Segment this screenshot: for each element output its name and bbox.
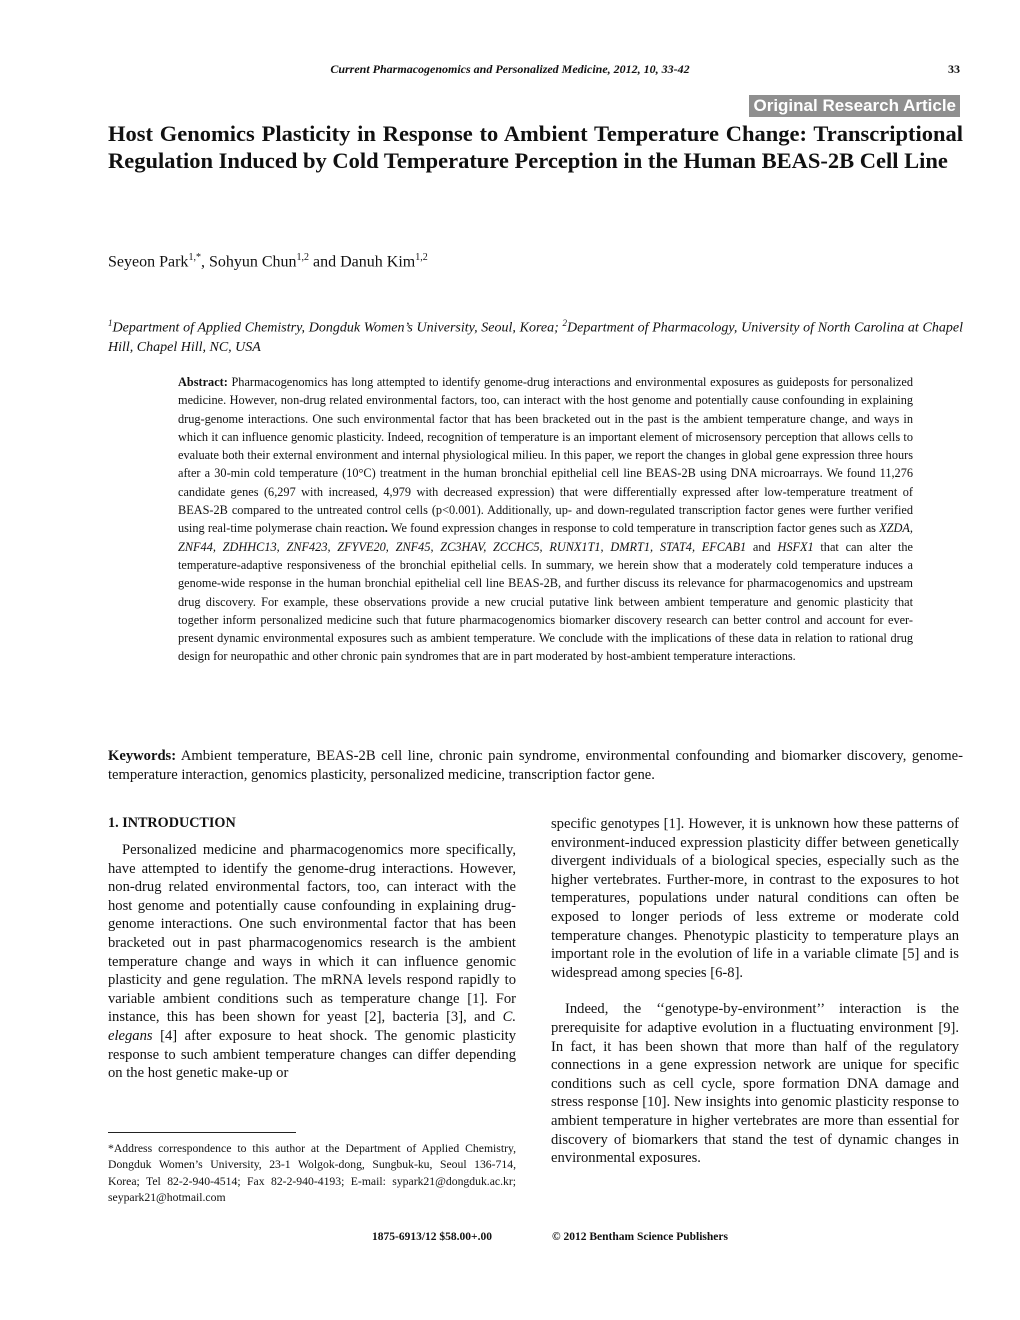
paragraph (108, 841, 516, 1083)
species-name: C. elegans (108, 1009, 516, 1044)
abstract-text: We found expression changes in response to cold temperature in transcription factor genes such as (387, 521, 880, 536)
journal-header: Current Pharmacogenomics and Personalized Medicine, 2012, 10, 33-42 (330, 62, 690, 76)
article-type-badge: Original Research Article (749, 95, 960, 117)
paragraph: Indeed, the ‘‘genotype-by-environment’’ interaction is the prerequisite for adaptive evolution in a fluctuating environment [9]. In fact, it has been shown that more than half of the regulatory connections in a gene expression network are unique for specific conditions such as cell cycle, spore formation DNA damage and stress response [10]. New insights into genomic plasticity response to ambient temperature in higher vertebrates are more than essential for discovery of biomarkers that stand the test of dynamic changes in environmental exposures. (551, 1001, 959, 1167)
abstract-text: that can alter the temperature-adaptive responsiveness of the bronchial epithelial cells. In summary, we herein show that a moderately cold temperature induces a genome-wide response in the human bronchial epithelial cell line BEAS-2B, and further discuss its relevance for pharmacogenomics and upstream drug discovery. For example, these observations provide a new crucial putative link between ambient temperature and genomic plasticity that together inform personalized medicine such that future pharmacogenomics biomarker discovery research can better control and account for ever-present dynamic environmental exposures such as ambient temperature. We conclude with the implications of these data in relation to rational drug design for neuropathic and other chronic pain syndromes that are in part moderated by host-ambient temperature interactions. (178, 539, 914, 664)
author-affiliation-mark: 1,2 (296, 252, 310, 263)
abstract-text: Pharmacogenomics has long attempted to identify genome-drug interactions and environmental exposures as guideposts for personalized medicine. However, non-drug related environmental factors, too, can interact with the host genome and potentially cause confounding in explaining drug-genome interactions. One such environmental factor that has been bracketed out in the past is the ambient temperature change, and ways in which it can influence genomic plasticity. Indeed, recognition of temperature is an important element of microsensory perception that allows cells to evaluate both their external environment and internal physiological milieu. In this paper, we report the changes in global gene expression three hours after a 30-min cold temperature (10°C) treatment in the human bronchial epithelial cell line BEAS-2B using DNA microarrays. We found 11,276 candidate genes (6,297 with increased, 4,979 with decreased expression) that were differentially expressed after low-temperature treatment of BEAS-2B compared to the untreated control cells (p<0.001). Additionally, up- and down-regulated transcription factor genes were further verified using real-time polymerase chain reaction (178, 375, 913, 536)
author-name: Seyeon Park (108, 253, 189, 271)
author-list (108, 252, 428, 271)
author-affiliation-mark: 1,* (188, 252, 201, 263)
author-name: Danuh Kim (340, 253, 416, 271)
keywords (108, 747, 963, 785)
abstract-text: and (746, 539, 778, 554)
gene-list: HSFX1 (777, 539, 814, 554)
affiliation-mark: 2 (562, 318, 567, 328)
keywords-label: Keywords: (108, 748, 177, 764)
correspondence-footnote: *Address correspondence to this author at the Department of Applied Chemistry, Dongduk Women’s University, 23-1 Wolgok-dong, Sungbuk-ku, Seoul 136-714, Korea; Tel 82-2-940-4514; Fax 82-2-940-4193; E-mail: sypark21@dongduk.ac.kr; seypark21@hotmail.com (108, 1142, 516, 1204)
abstract (178, 373, 913, 666)
page-number: 33 (948, 62, 960, 76)
paragraph: specific genotypes [1]. However, it is unknown how these patterns of environment-induced expression plasticity differ between genetically divergent individuals of a biological species, especially such as the higher vertebrates. Further-more, in contrast to the exposures to hot temperatures, populations under natural conditions can often be exposed to longer periods of less extreme or moderate cold temperature changes. Phenotypic plasticity to temperature plays an important role in the evolution of life in a variable climate [5] and is widespread among species [6-8]. (551, 816, 959, 981)
author-affiliation-mark: 1,2 (415, 252, 428, 263)
author-separator: , (200, 253, 209, 271)
left-column (108, 841, 516, 1083)
affiliations (108, 314, 963, 357)
abstract-label: Abstract: (178, 375, 228, 389)
footnote-rule (108, 1132, 296, 1133)
author-separator: and (309, 253, 341, 271)
affiliation-text: Department of Applied Chemistry, Dongduk Women’s University, Seoul, Korea; (112, 320, 563, 336)
paragraph-text: Personalized medicine and pharmacogenomics more specifically, have attempted to identify the genome-drug interactions. However, non-drug related environmental factors, too, can interact with the host genome and potentially cause confounding in explaining drug-genome interactions. One such environmental factor that has been bracketed out in past pharmacogenomics research is the ambient temperature change and ways in which it can influence genomic plasticity and gene regulation. The mRNA levels respond rapidly to variable ambient conditions such as temperature change [1]. For instance, this has been shown for yeast [2], bacteria [3], and (108, 842, 516, 1026)
gene-list: XZDA, ZNF44, ZDHHC13, ZNF423, ZFYVE20, ZNF45, ZC3HAV, ZCCHC5, RUNX1T1, DMRT1, STAT4, EFCAB1 (178, 521, 913, 554)
affiliation-mark: 1 (108, 318, 113, 328)
publisher-copyright: © 2012 Bentham Science Publishers (552, 1231, 728, 1243)
keywords-text: Ambient temperature, BEAS-2B cell line, chronic pain syndrome, environmental confounding and biomarker discovery, genome-temperature interaction, genomics plasticity, personalized medicine, transcription factor gene. (108, 748, 963, 783)
article-title: Host Genomics Plasticity in Response to Ambient Temperature Change: Transcriptional Regulation Induced by Cold Temperature Perception in the Human BEAS-2B Cell Line (108, 121, 963, 173)
abstract-period: . (384, 521, 388, 536)
affiliation-text: Department of Pharmacology, University of North Carolina at Chapel Hill, Chapel Hill, NC, USA (108, 320, 963, 355)
author-name: Sohyun Chun (208, 253, 297, 271)
paragraph-text: [4] after exposure to heat shock. The genomic plasticity response to such ambient temperature changes can differ depending on the host genetic make-up or (108, 1027, 516, 1082)
right-column (551, 815, 959, 1168)
issn-price: 1875-6913/12 $58.00+.00 (372, 1231, 492, 1243)
section-heading: 1. INTRODUCTION (108, 815, 236, 831)
